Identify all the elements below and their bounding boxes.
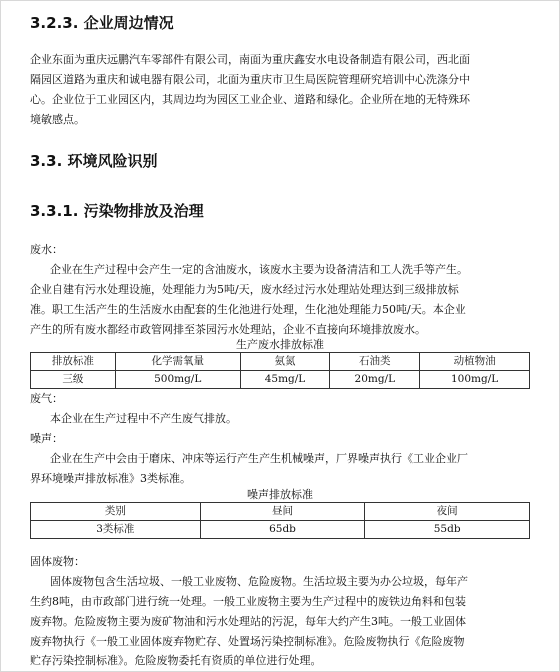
paragraph-line: 生约8吨，由市政部门进行统一处理。一般工业废物主要为生产过程中的废铁边角料和包装 bbox=[30, 595, 466, 608]
paragraph-line: 企业自建有污水处理设施，处理能力为5吨/天，废水经过污水处理站处理达到三级排放标 bbox=[30, 283, 459, 296]
table-cell: 45mg/L bbox=[240, 371, 330, 389]
paragraph-line: 心。企业位于工业园区内，其周边均为园区工业企业、道路和绿化。企业所在地的无特殊环 bbox=[30, 93, 470, 106]
wastewater-standard-table bbox=[30, 352, 530, 389]
table-cell: 20mg/L bbox=[330, 371, 420, 389]
table-header-cell: 夜间 bbox=[365, 503, 530, 521]
table-header-row bbox=[31, 503, 530, 521]
table-cell: 3类标准 bbox=[31, 521, 201, 539]
noise-label: 噪声： bbox=[30, 432, 63, 445]
paragraph-line: 废弃物。危险废物主要为废矿物油和污水处理站的污泥，每年大约产生3吨。一般工业固体 bbox=[30, 615, 466, 628]
table-cell: 55db bbox=[365, 521, 530, 539]
paragraph-line: 本企业在生产过程中不产生废气排放。 bbox=[50, 412, 237, 425]
paragraph-line: 固体废物包含生活垃圾、一般工业废物、危险废物。生活垃圾主要为办公垃圾，每年产 bbox=[50, 575, 468, 588]
paragraph-line: 产生的所有废水都经市政管网排至茶园污水处理站，企业不直接向环境排放废水。 bbox=[30, 323, 426, 336]
table-header-cell: 昼间 bbox=[200, 503, 365, 521]
section-heading-3-2-3: 3.2.3. 企业周边情况 bbox=[30, 14, 174, 32]
table-cell: 三级 bbox=[31, 371, 116, 389]
solid-waste-label: 固体废物： bbox=[30, 555, 85, 568]
table-cell: 100mg/L bbox=[420, 371, 530, 389]
paragraph-line: 贮存污染控制标准》。危险废物委托有资质的单位进行处理。 bbox=[30, 654, 322, 667]
paragraph-line: 境敏感点。 bbox=[30, 113, 85, 126]
paragraph-line: 企业在生产中会由于磨床、冲床等运行产生产生机械噪声，厂界噪声执行《工业企业厂 bbox=[50, 452, 468, 465]
table-cell: 500mg/L bbox=[115, 371, 240, 389]
paragraph-line: 隔园区道路为重庆和诚电器有限公司，北面为重庆市卫生局医院管理研究培训中心洗涤分中 bbox=[30, 73, 470, 86]
table-header-cell: 石油类 bbox=[330, 353, 420, 371]
table-header-cell: 类别 bbox=[31, 503, 201, 521]
table-header-row bbox=[31, 353, 530, 371]
section-heading-3-3-1: 3.3.1. 污染物排放及治理 bbox=[30, 202, 204, 220]
exhaust-label: 废气： bbox=[30, 392, 63, 405]
table-header-cell: 化学需氧量 bbox=[115, 353, 240, 371]
noise-table-caption: 噪声排放标准 bbox=[247, 488, 313, 501]
table-row bbox=[31, 371, 530, 389]
table-row bbox=[31, 521, 530, 539]
paragraph-line: 界环境噪声排放标准》3类标准。 bbox=[30, 472, 191, 485]
paragraph-line: 废弃物执行《一般工业固体废弃物贮存、处置场污染控制标准》。危险废物执行《危险废物 bbox=[30, 635, 465, 648]
paragraph-line: 准。职工生活产生的生活废水由配套的生化池进行处理，生化池处理能力50吨/天。本企业 bbox=[30, 303, 466, 316]
table-header-cell: 排放标准 bbox=[31, 353, 116, 371]
table-header-cell: 动植物油 bbox=[420, 353, 530, 371]
table-cell: 65db bbox=[200, 521, 365, 539]
wastewater-table-caption: 生产废水排放标准 bbox=[236, 338, 324, 351]
noise-standard-table bbox=[30, 502, 530, 539]
table-header-cell: 氨氮 bbox=[240, 353, 330, 371]
paragraph-line: 企业东面为重庆远鹏汽车零部件有限公司，南面为重庆鑫安水电设备制造有限公司，西北面 bbox=[30, 53, 470, 66]
paragraph-line: 企业在生产过程中会产生一定的含油废水，该废水主要为设备清洁和工人洗手等产生。 bbox=[50, 263, 468, 276]
wastewater-label: 废水： bbox=[30, 243, 63, 256]
section-heading-3-3: 3.3. 环境风险识别 bbox=[30, 152, 158, 170]
